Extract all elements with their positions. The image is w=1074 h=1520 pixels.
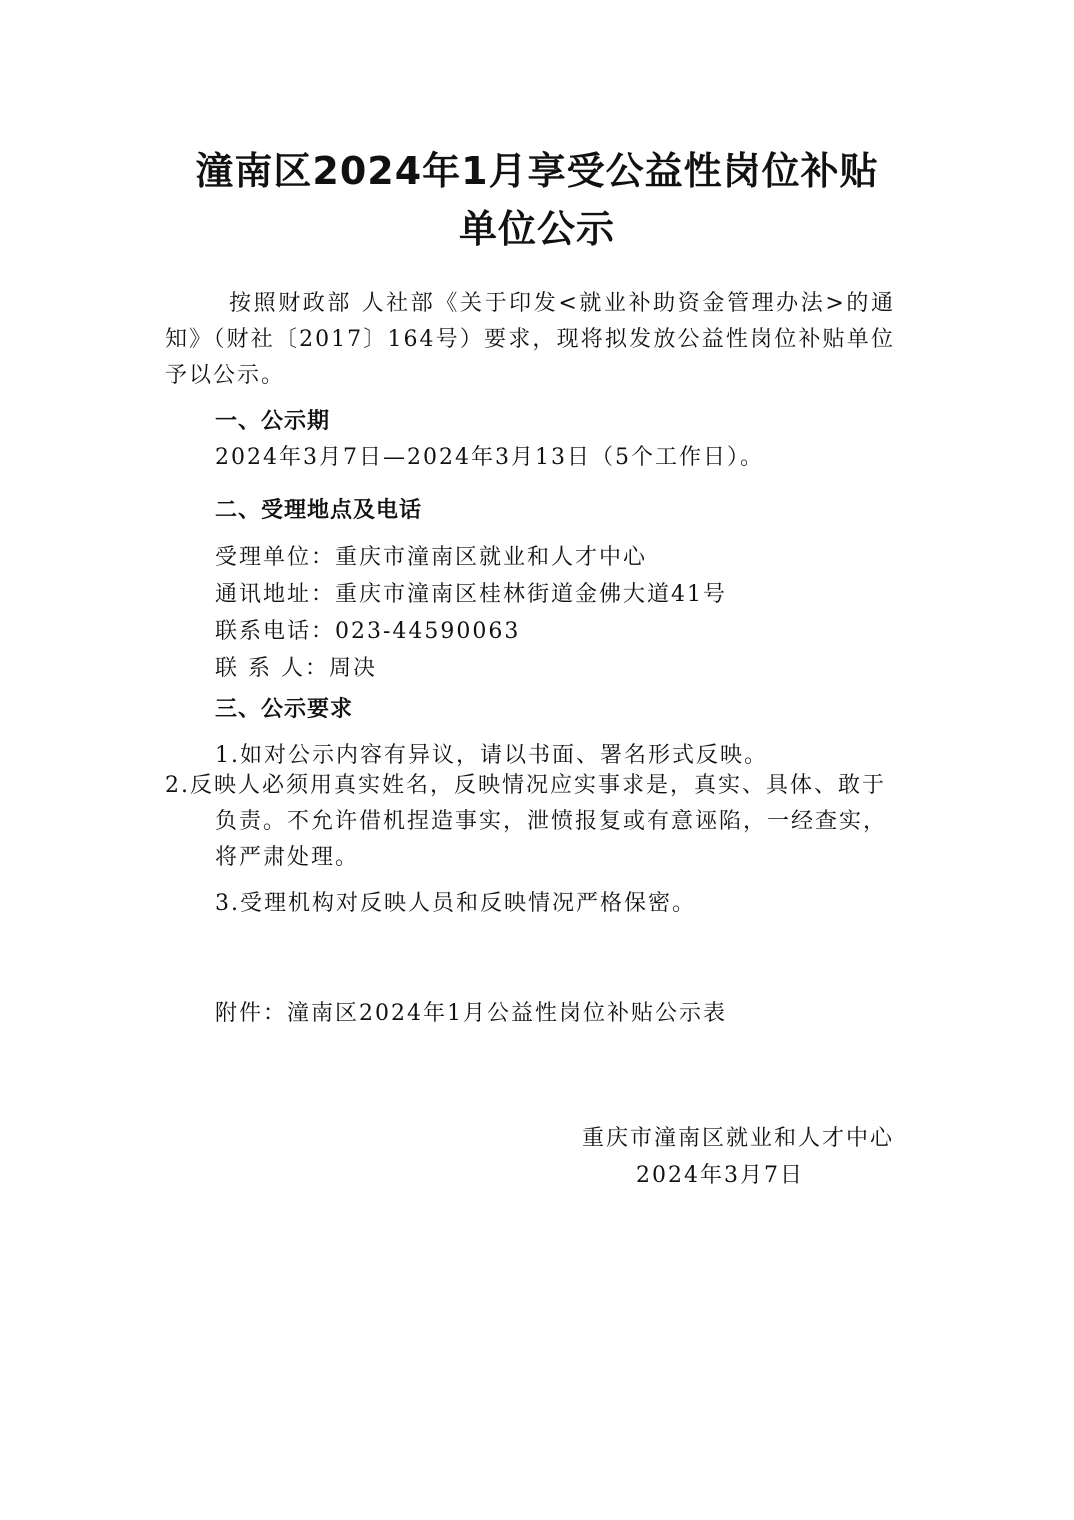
contact-phone: 联系电话：023-44590063 bbox=[215, 619, 521, 644]
requirement-1: 1.如对公示内容有异议，请以书面、署名形式反映。 bbox=[215, 743, 768, 768]
signature-date: 2024年3月7日 bbox=[636, 1163, 804, 1188]
accepting-unit: 受理单位：重庆市潼南区就业和人才中心 bbox=[215, 545, 648, 570]
section1-heading: 一、公示期 bbox=[215, 409, 331, 434]
signature-org: 重庆市潼南区就业和人才中心 bbox=[582, 1126, 895, 1151]
document-title-line1: 潼南区2024年1月享受公益性岗位补贴 bbox=[195, 149, 879, 193]
mailing-address: 通讯地址：重庆市潼南区桂林街道金佛大道41号 bbox=[215, 582, 727, 607]
section2-heading: 二、受理地点及电话 bbox=[215, 498, 423, 523]
requirement-2 bbox=[165, 768, 895, 876]
section3-heading: 三、公示要求 bbox=[215, 697, 354, 722]
attachment-note: 附件：潼南区2024年1月公益性岗位补贴公示表 bbox=[215, 1001, 727, 1026]
requirement-3: 3.受理机构对反映人员和反映情况严格保密。 bbox=[215, 891, 696, 916]
document-title-line2: 单位公示 bbox=[458, 207, 615, 251]
section1-content: 2024年3月7日—2024年3月13日（5个工作日）。 bbox=[215, 445, 764, 470]
intro-paragraph: 按照财政部 人社部《关于印发<就业补助资金管理办法>的通知》（财社〔2017〕164号）要求，现将拟发放公益性岗位补贴单位予以公示。 bbox=[165, 291, 895, 388]
contact-person: 联 系 人：周决 bbox=[215, 656, 377, 681]
requirement-2-text: 2.反映人必须用真实姓名，反映情况应实事求是，真实、具体、敢于负责。不允许借机捏造事实，泄愤报复或有意诬陷，一经查实，将严肃处理。 bbox=[165, 773, 888, 870]
